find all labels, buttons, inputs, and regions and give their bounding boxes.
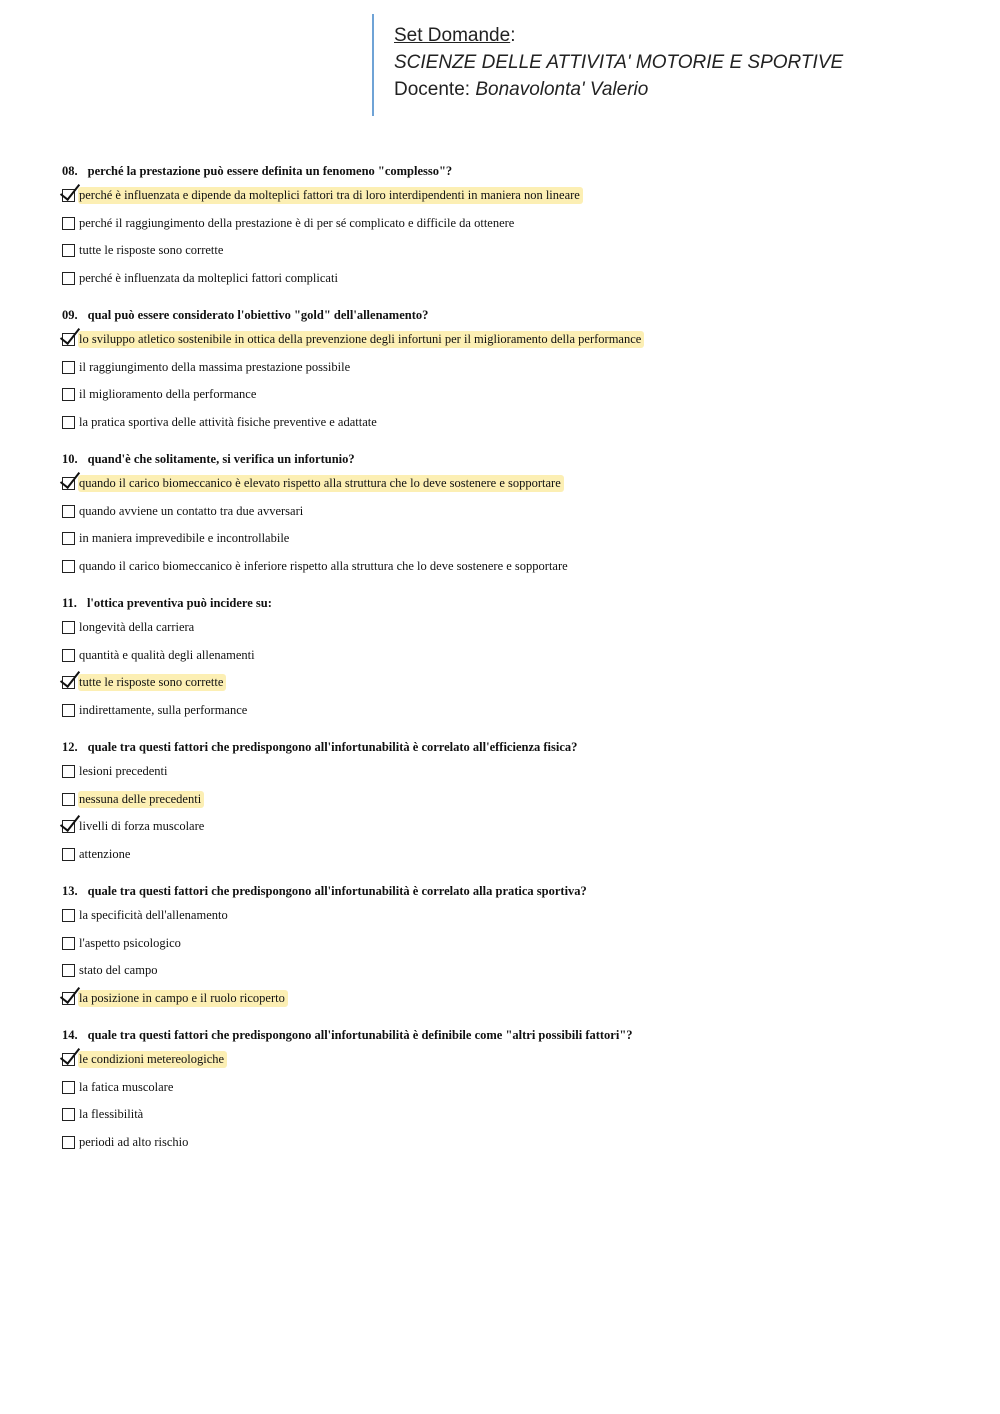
answer-text: le condizioni metereologiche: [78, 1051, 227, 1068]
answer-text: la posizione in campo e il ruolo ricoperto: [78, 990, 288, 1007]
checkbox-icon[interactable]: [62, 361, 75, 374]
answer-option[interactable]: [62, 957, 962, 985]
checkbox-icon[interactable]: [62, 848, 75, 861]
answer-option[interactable]: [62, 642, 962, 670]
answer-text: il raggiungimento della massima prestazione possibile: [79, 359, 351, 374]
answer-option[interactable]: [62, 265, 962, 293]
teacher-line: [394, 76, 932, 103]
checkbox-icon[interactable]: [62, 1136, 75, 1149]
checkbox-icon[interactable]: [62, 937, 75, 950]
checkbox-checked-icon[interactable]: [62, 1053, 75, 1066]
question-text: quale tra questi fattori che predispongono all'infortunabilità è correlato all'efficienza fisica?: [87, 740, 578, 754]
teacher-name: Bonavolonta' Valerio: [475, 79, 649, 100]
checkbox-icon[interactable]: [62, 217, 75, 230]
question-block: [62, 592, 962, 724]
question-title: [62, 160, 962, 182]
checkbox-checked-icon[interactable]: [62, 992, 75, 1005]
checkbox-checked-icon[interactable]: [62, 676, 75, 689]
checkbox-icon[interactable]: [62, 1108, 75, 1121]
question-block: [62, 880, 962, 1012]
answer-text: la flessibilità: [79, 1107, 144, 1122]
set-label: Set Domande: [394, 25, 511, 46]
answer-option[interactable]: [62, 237, 962, 265]
answer-text: stato del campo: [79, 963, 158, 978]
checkbox-icon[interactable]: [62, 964, 75, 977]
answer-text: la pratica sportiva delle attività fisiche preventive e adattate: [79, 414, 377, 429]
answer-text: il miglioramento della performance: [79, 387, 257, 402]
answer-text: quantità e qualità degli allenamenti: [79, 647, 255, 662]
question-number: 08.: [62, 164, 78, 178]
answer-text: quando avviene un contatto tra due avversari: [79, 503, 304, 518]
answer-text: lesioni precedenti: [79, 764, 168, 779]
answer-text: quando il carico biomeccanico è inferiore rispetto alla struttura che lo deve sostenere e sopportare: [79, 558, 568, 573]
checkbox-icon[interactable]: [62, 909, 75, 922]
question-block: [62, 736, 962, 868]
answer-text: longevità della carriera: [79, 620, 195, 635]
course-name: SCIENZE DELLE ATTIVITA' MOTORIE E SPORTIVE: [394, 52, 844, 73]
answer-option[interactable]: [62, 210, 962, 238]
answer-option[interactable]: [62, 813, 962, 841]
answer-option[interactable]: [62, 409, 962, 437]
answer-text: in maniera imprevedibile e incontrollabile: [79, 531, 290, 546]
answer-option[interactable]: [62, 786, 962, 814]
checkbox-icon[interactable]: [62, 505, 75, 518]
set-label-colon: :: [510, 25, 516, 46]
answer-option[interactable]: [62, 354, 962, 382]
checkbox-checked-icon[interactable]: [62, 333, 75, 346]
answer-text: perché è influenzata da molteplici fattori complicati: [79, 270, 338, 285]
question-title: [62, 448, 962, 470]
answer-option[interactable]: [62, 1129, 962, 1157]
question-title: [62, 592, 962, 614]
answer-text: indirettamente, sulla performance: [79, 702, 248, 717]
answer-text: nessuna delle precedenti: [78, 791, 204, 808]
answer-option[interactable]: [62, 697, 962, 725]
answer-option[interactable]: [62, 525, 962, 553]
answer-text: livelli di forza muscolare: [79, 819, 205, 834]
question-number: 12.: [62, 740, 78, 754]
answer-text: l'aspetto psicologico: [79, 935, 181, 950]
question-text: perché la prestazione può essere definita un fenomeno "complesso"?: [87, 164, 453, 178]
answer-text: tutte le risposte sono corrette: [79, 243, 224, 258]
checkbox-icon[interactable]: [62, 416, 75, 429]
document-header: [372, 14, 932, 116]
answer-option[interactable]: [62, 930, 962, 958]
question-number: 09.: [62, 308, 78, 322]
answer-option[interactable]: [62, 498, 962, 526]
set-title-line: [394, 22, 932, 49]
answer-text: la fatica muscolare: [79, 1079, 174, 1094]
answer-text: perché il raggiungimento della prestazione è di per sé complicato e difficile da ottenere: [79, 215, 515, 230]
checkbox-icon[interactable]: [62, 704, 75, 717]
answer-option[interactable]: [62, 758, 962, 786]
teacher-label: Docente:: [394, 79, 471, 100]
checkbox-checked-icon[interactable]: [62, 189, 75, 202]
checkbox-icon[interactable]: [62, 649, 75, 662]
question-text: quale tra questi fattori che predispongono all'infortunabilità è definibile come "altri possibili fattori"?: [87, 1028, 633, 1042]
question-block: [62, 1024, 962, 1156]
answer-option[interactable]: [62, 669, 962, 697]
answer-option[interactable]: [62, 326, 962, 354]
answer-option[interactable]: [62, 182, 962, 210]
question-title: [62, 736, 962, 758]
answer-option[interactable]: [62, 1101, 962, 1129]
answer-text: lo sviluppo atletico sostenibile in ottica della prevenzione degli infortuni per il miglioramento della performance: [78, 331, 644, 348]
answer-option[interactable]: [62, 614, 962, 642]
question-text: quale tra questi fattori che predispongono all'infortunabilità è correlato alla pratica sportiva?: [87, 884, 587, 898]
answer-text: attenzione: [79, 846, 131, 861]
checkbox-icon[interactable]: [62, 244, 75, 257]
answer-option[interactable]: [62, 381, 962, 409]
question-block: [62, 160, 962, 292]
question-text: qual può essere considerato l'obiettivo "gold" dell'allenamento?: [87, 308, 429, 322]
question-block: [62, 304, 962, 436]
question-title: [62, 880, 962, 902]
answer-option[interactable]: [62, 841, 962, 869]
answer-option[interactable]: [62, 1046, 962, 1074]
answer-text: perché è influenzata e dipende da molteplici fattori tra di loro interdipendenti in maniera non lineare: [78, 187, 583, 204]
answer-text: quando il carico biomeccanico è elevato rispetto alla struttura che lo deve sostenere e sopportare: [78, 475, 564, 492]
checkbox-icon[interactable]: [62, 765, 75, 778]
question-number: 11.: [62, 596, 77, 610]
checkbox-checked-icon[interactable]: [62, 820, 75, 833]
question-number: 10.: [62, 452, 78, 466]
checkbox-icon[interactable]: [62, 272, 75, 285]
checkbox-icon[interactable]: [62, 621, 75, 634]
question-list: [62, 160, 962, 1168]
question-title: [62, 1024, 962, 1046]
question-block: [62, 448, 962, 580]
answer-text: periodi ad alto rischio: [79, 1134, 189, 1149]
answer-option[interactable]: [62, 902, 962, 930]
question-number: 14.: [62, 1028, 78, 1042]
question-text: l'ottica preventiva può incidere su:: [86, 596, 272, 610]
answer-option[interactable]: [62, 985, 962, 1013]
answer-text: la specificità dell'allenamento: [79, 908, 228, 923]
answer-option[interactable]: [62, 470, 962, 498]
checkbox-icon[interactable]: [62, 388, 75, 401]
answer-option[interactable]: [62, 1074, 962, 1102]
question-text: quand'è che solitamente, si verifica un infortunio?: [87, 452, 355, 466]
question-title: [62, 304, 962, 326]
checkbox-icon[interactable]: [62, 793, 75, 806]
answer-option[interactable]: [62, 553, 962, 581]
answer-text: tutte le risposte sono corrette: [78, 674, 226, 691]
question-number: 13.: [62, 884, 78, 898]
checkbox-icon[interactable]: [62, 532, 75, 545]
checkbox-icon[interactable]: [62, 1081, 75, 1094]
checkbox-icon[interactable]: [62, 560, 75, 573]
checkbox-checked-icon[interactable]: [62, 477, 75, 490]
